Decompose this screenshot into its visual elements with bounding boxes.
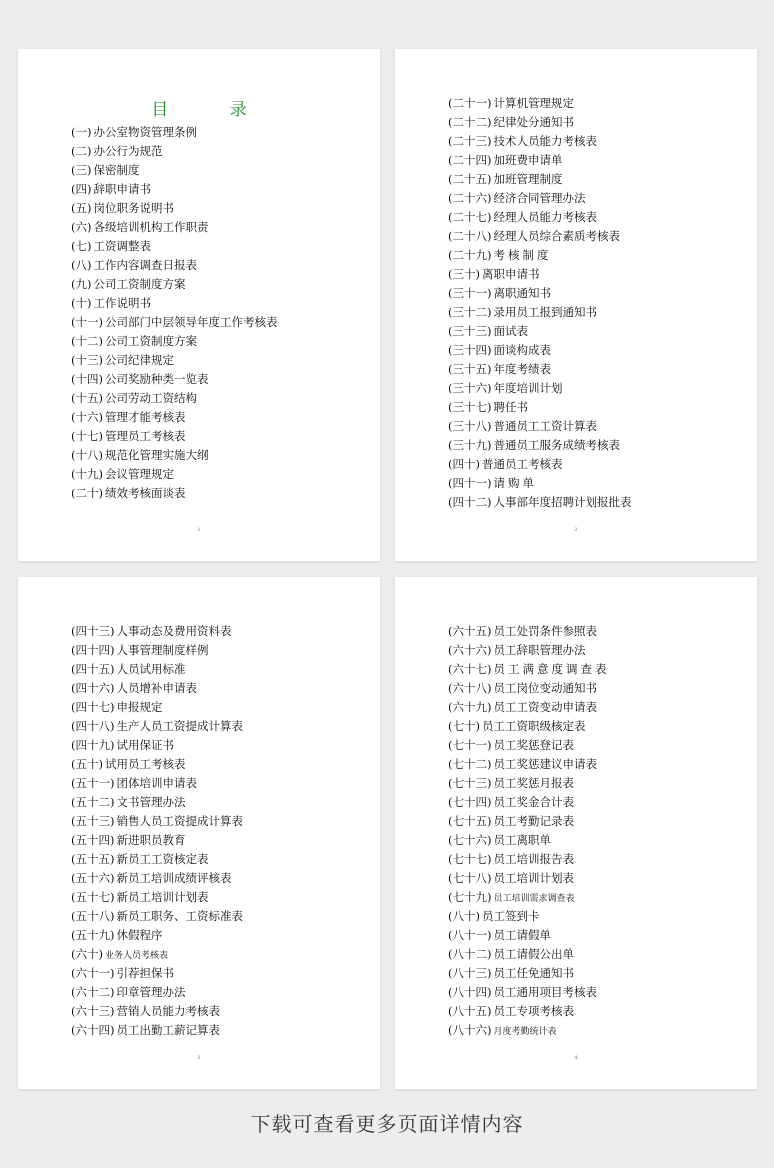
toc-entry (448, 303, 631, 322)
toc-entry-title: 规范化管理实施大纲 (104, 448, 209, 462)
toc-entry-number: (三十九) (448, 438, 492, 452)
toc-entry-title: 文书管理办法 (116, 795, 186, 809)
toc-entry-number: (七十八) (448, 871, 492, 885)
toc-entry-number: (十三) (71, 353, 103, 367)
toc-entry-title: 员工考勤记录表 (493, 814, 574, 828)
toc-entry-number: (三十五) (448, 362, 492, 376)
toc-entry (71, 964, 243, 983)
toc-entry-number: (十二) (71, 334, 103, 348)
toc-entry-number: (四十八) (71, 719, 115, 733)
toc-entry (448, 322, 631, 341)
toc-entry-number: (十九) (71, 467, 103, 481)
toc-entry-number: (二十) (71, 486, 103, 500)
toc-entry (71, 218, 277, 237)
toc-entry-number: (二十四) (448, 153, 492, 167)
toc-entry (448, 227, 631, 246)
toc-entry (448, 850, 609, 869)
toc-entry-number: (六十一) (71, 966, 115, 980)
toc-entry (71, 755, 243, 774)
toc-entry (71, 945, 243, 964)
toc-entry (71, 161, 277, 180)
toc-entry-number: (七十三) (448, 776, 492, 790)
toc-entry-number: (五十七) (71, 890, 115, 904)
toc-entry-title: 员工奖惩登记表 (493, 738, 574, 752)
toc-entry-number: (七十五) (448, 814, 492, 828)
toc-entry-number: (六十五) (448, 624, 492, 638)
toc-entry-number: (二) (71, 144, 92, 158)
toc-entry-title: 绩效考核面谈表 (104, 486, 186, 500)
toc-entry (71, 142, 277, 161)
toc-entry-number: (四十二) (448, 495, 492, 509)
toc-entry (448, 265, 631, 284)
document-page-3 (18, 577, 380, 1089)
toc-entry-number: (五十) (71, 757, 103, 771)
toc-entry-title: 经理人员能力考核表 (493, 210, 597, 224)
toc-entry-title: 印章管理办法 (116, 985, 186, 999)
toc-entry (71, 199, 277, 218)
toc-entry (448, 474, 631, 493)
toc-entry-title: 工作内容调查日报表 (93, 258, 197, 272)
toc-entry-title: 员工专项考核表 (493, 1004, 574, 1018)
toc-entry-number: (八十二) (448, 947, 492, 961)
toc-entry (448, 398, 631, 417)
toc-entry-number: (三十二) (448, 305, 492, 319)
toc-entry-title: 办公室物资管理条例 (93, 125, 197, 139)
toc-entry-title: 经济合同管理办法 (493, 191, 586, 205)
toc-entry-number: (十一) (71, 315, 103, 329)
toc-entry (448, 755, 609, 774)
toc-entry (71, 465, 277, 484)
toc-entry-title: 普通员工服务成绩考核表 (493, 438, 620, 452)
toc-entry-number: (五十八) (71, 909, 115, 923)
toc-entry-title: 月度考勤统计表 (493, 1027, 557, 1037)
toc-entry (448, 417, 631, 436)
toc-entry-title: 员工工资变动申请表 (493, 700, 597, 714)
toc-entry-number: (二十三) (448, 134, 492, 148)
toc-entry-number: (八十六) (448, 1023, 492, 1037)
toc-entry (71, 679, 243, 698)
toc-entry-title: 各级培训机构工作职责 (93, 220, 209, 234)
toc-entry-number: (二十八) (448, 229, 492, 243)
toc-entry (448, 189, 631, 208)
toc-entry-title: 员工离职单 (493, 833, 551, 847)
toc-entry-number: (五十一) (71, 776, 115, 790)
toc-entry-title: 年度培训计划 (493, 381, 563, 395)
toc-entry-title: 工作说明书 (93, 296, 151, 310)
toc-entry-number: (六十八) (448, 681, 492, 695)
toc-entry-title: 试用员工考核表 (104, 757, 186, 771)
toc-entry (71, 351, 277, 370)
toc-entry-title: 普通员工工资计算表 (493, 419, 597, 433)
toc-entry-title: 面谈构成表 (493, 343, 551, 357)
toc-entry (71, 427, 277, 446)
toc-entry-title: 团体培训申请表 (116, 776, 197, 790)
toc-entry (448, 436, 631, 455)
toc-entry (448, 113, 631, 132)
toc-entry-title: 离职申请书 (481, 267, 540, 281)
toc-entry-title: 管理才能考核表 (104, 410, 186, 424)
toc-entry-title: 休假程序 (116, 928, 163, 942)
toc-entry-title: 员工培训报告表 (493, 852, 574, 866)
toc-entry-number: (四十一) (448, 476, 492, 490)
toc-entry-number: (五十六) (71, 871, 115, 885)
toc-entry (448, 246, 631, 265)
toc-list (71, 622, 243, 1040)
toc-entry (71, 408, 277, 427)
toc-entry-number: (三十六) (448, 381, 492, 395)
toc-entry-number: (六十二) (71, 985, 115, 999)
toc-entry (448, 812, 609, 831)
toc-entry-title: 年度考绩表 (493, 362, 551, 376)
toc-entry (448, 1002, 609, 1021)
toc-entry (448, 151, 631, 170)
toc-entry-number: (五十五) (71, 852, 115, 866)
toc-entry-number: (二十六) (448, 191, 492, 205)
toc-entry-title: 聘任书 (493, 400, 528, 414)
toc-entry-title: 岗位职务说明书 (93, 201, 174, 215)
toc-entry (448, 869, 609, 888)
toc-entry (71, 370, 277, 389)
toc-entry-title: 新员工培训计划表 (116, 890, 209, 904)
toc-entry-number: (五) (71, 201, 92, 215)
toc-entry (448, 926, 609, 945)
toc-entry (448, 660, 609, 679)
toc-entry-title: 人员试用标准 (116, 662, 186, 676)
toc-entry (71, 256, 277, 275)
toc-entry-title: 员工工资职级核定表 (481, 719, 586, 733)
toc-entry-number: (四十五) (71, 662, 115, 676)
toc-entry (71, 793, 243, 812)
toc-entry-title: 试用保证书 (116, 738, 174, 752)
toc-entry-number: (三十一) (448, 286, 492, 300)
toc-entry-number: (六十) (71, 947, 103, 961)
toc-entry-title: 新员工培训成绩评核表 (116, 871, 232, 885)
toc-entry-title: 新员工工资核定表 (116, 852, 209, 866)
toc-entry (448, 831, 609, 850)
toc-entry-title: 公司部门中层领导年度工作考核表 (104, 315, 278, 329)
toc-entry-number: (七) (71, 239, 92, 253)
toc-entry-number: (二十一) (448, 96, 492, 110)
toc-entry-title: 员工培训计划表 (493, 871, 574, 885)
toc-entry-title: 加班管理制度 (493, 172, 563, 186)
toc-title: 目 录 (151, 100, 275, 120)
toc-entry-number: (二十五) (448, 172, 492, 186)
toc-entry-number: (六) (71, 220, 92, 234)
toc-entry-number: (八十五) (448, 1004, 492, 1018)
toc-entry (448, 679, 609, 698)
toc-entry (71, 389, 277, 408)
document-page-2 (395, 49, 757, 561)
toc-entry-title: 员工出勤工薪记算表 (116, 1023, 220, 1037)
toc-entry (448, 622, 609, 641)
toc-entry-number: (八十) (448, 909, 480, 923)
toc-entry-number: (八十一) (448, 928, 492, 942)
toc-entry-title: 纪律处分通知书 (493, 115, 574, 129)
toc-entry (448, 907, 609, 926)
toc-entry-number: (十六) (71, 410, 103, 424)
toc-list (448, 94, 631, 512)
toc-entry-number: (四十) (448, 457, 480, 471)
toc-entry (448, 170, 631, 189)
toc-entry (71, 983, 243, 1002)
toc-entry-title: 工资调整表 (93, 239, 151, 253)
toc-entry (71, 926, 243, 945)
toc-entry-number: (六十六) (448, 643, 492, 657)
toc-entry (71, 622, 243, 641)
toc-entry-title: 公司劳动工资结构 (104, 391, 197, 405)
toc-entry-title: 申报规定 (116, 700, 163, 714)
toc-entry (448, 379, 631, 398)
toc-entry-number: (三十八) (448, 419, 492, 433)
toc-entry-title: 保密制度 (93, 163, 140, 177)
toc-entry (448, 94, 631, 113)
toc-entry (448, 641, 609, 660)
toc-entry-title: 员工任免通知书 (493, 966, 574, 980)
toc-entry (71, 275, 277, 294)
toc-entry-title: 公司工资制度方案 (104, 334, 197, 348)
toc-entry-number: (四十四) (71, 643, 115, 657)
toc-list (71, 123, 277, 503)
toc-entry-number: (七十九) (448, 890, 492, 904)
toc-entry-title: 员工通用项目考核表 (493, 985, 597, 999)
toc-entry-number: (十) (71, 296, 92, 310)
toc-entry (448, 717, 609, 736)
toc-entry-number: (三十七) (448, 400, 492, 414)
toc-entry-number: (五十二) (71, 795, 115, 809)
toc-entry-title: 销售人员工资提成计算表 (116, 814, 243, 828)
toc-entry (448, 493, 631, 512)
toc-entry (448, 964, 609, 983)
toc-entry-title: 员工处罚条件参照表 (493, 624, 597, 638)
toc-entry-title: 员工奖金合计表 (493, 795, 574, 809)
toc-entry-title: 引荐担保书 (116, 966, 174, 980)
toc-entry (71, 237, 277, 256)
page-number: 2 (574, 527, 578, 533)
toc-entry-title: 生产人员工资提成计算表 (116, 719, 243, 733)
toc-entry (71, 850, 243, 869)
toc-entry (448, 793, 609, 812)
toc-entry-title: 管理员工考核表 (104, 429, 186, 443)
document-page-1 (18, 49, 380, 561)
toc-entry-title: 人员增补申请表 (116, 681, 197, 695)
toc-entry-title: 加班费申请单 (493, 153, 563, 167)
toc-entry (71, 812, 243, 831)
toc-entry-title: 新员工职务、工资标准表 (116, 909, 243, 923)
toc-entry-title: 普通员工考核表 (481, 457, 563, 471)
page-number: 3 (197, 1055, 201, 1061)
toc-entry-number: (四) (71, 182, 92, 196)
toc-entry-title: 技术人员能力考核表 (493, 134, 597, 148)
toc-entry (71, 641, 243, 660)
toc-entry-number: (十五) (71, 391, 103, 405)
toc-entry (71, 869, 243, 888)
toc-entry (448, 341, 631, 360)
toc-entry (71, 313, 277, 332)
toc-entry (448, 945, 609, 964)
toc-entry-title: 公司工资制度方案 (93, 277, 186, 291)
toc-entry (71, 698, 243, 717)
toc-entry-number: (五十三) (71, 814, 115, 828)
toc-entry-number: (七十一) (448, 738, 492, 752)
toc-entry-title: 员工岗位变动通知书 (493, 681, 597, 695)
toc-entry-number: (十四) (71, 372, 103, 386)
toc-entry-number: (三十四) (448, 343, 492, 357)
toc-entry (448, 455, 631, 474)
toc-entry (71, 736, 243, 755)
toc-entry-number: (三十三) (448, 324, 492, 338)
toc-entry (71, 446, 277, 465)
toc-entry-title: 员工培训需求调查表 (493, 894, 575, 904)
toc-entry-number: (十七) (71, 429, 103, 443)
toc-entry-number: (四十六) (71, 681, 115, 695)
toc-entry (71, 888, 243, 907)
toc-entry (71, 660, 243, 679)
toc-entry-title: 员工奖惩建议申请表 (493, 757, 597, 771)
toc-entry (71, 123, 277, 142)
toc-entry-title: 计算机管理规定 (493, 96, 574, 110)
toc-entry-number: (八十四) (448, 985, 492, 999)
toc-entry-title: 公司奖励种类一览表 (104, 372, 209, 386)
toc-entry-number: (一) (71, 125, 92, 139)
toc-entry (71, 484, 277, 503)
toc-entry-title: 辞职申请书 (93, 182, 151, 196)
toc-entry-title: 会议管理规定 (104, 467, 174, 481)
toc-entry (71, 180, 277, 199)
toc-entry-title: 新进职员教育 (116, 833, 186, 847)
toc-entry (448, 1021, 609, 1040)
toc-entry (448, 284, 631, 303)
document-page-4 (395, 577, 757, 1089)
toc-entry-title: 员工辞职管理办法 (493, 643, 586, 657)
toc-entry (448, 888, 609, 907)
toc-entry-number: (六十四) (71, 1023, 115, 1037)
download-caption: 下载可查看更多页面详情内容 (250, 1112, 524, 1136)
toc-entry (448, 736, 609, 755)
toc-entry-title: 员工请假公出单 (493, 947, 574, 961)
toc-entry-title: 考核制度 (493, 248, 552, 262)
toc-entry-number: (六十七) (448, 662, 492, 676)
toc-entry (71, 332, 277, 351)
toc-entry-number: (二十九) (448, 248, 492, 262)
toc-entry-number: (四十七) (71, 700, 115, 714)
toc-entry-number: (五十四) (71, 833, 115, 847)
toc-entry-number: (七十六) (448, 833, 492, 847)
toc-entry-title: 人事管理制度样例 (116, 643, 209, 657)
toc-entry-title: 经理人员综合素质考核表 (493, 229, 620, 243)
toc-entry-number: (七十二) (448, 757, 492, 771)
toc-entry-title: 员工奖惩月报表 (493, 776, 574, 790)
toc-entry (71, 774, 243, 793)
toc-entry-title: 公司纪律规定 (104, 353, 174, 367)
toc-entry-number: (三十) (448, 267, 480, 281)
toc-entry-number: (四十九) (71, 738, 115, 752)
toc-entry-number: (二十二) (448, 115, 492, 129)
toc-entry (448, 698, 609, 717)
toc-entry (448, 983, 609, 1002)
page-number: 4 (574, 1055, 578, 1061)
toc-entry (448, 774, 609, 793)
toc-entry-title: 离职通知书 (493, 286, 551, 300)
toc-entry-number: (六十九) (448, 700, 492, 714)
toc-entry-number: (九) (71, 277, 92, 291)
toc-entry-number: (四十三) (71, 624, 115, 638)
page-number: 1 (197, 527, 201, 533)
toc-entry-title: 请购单 (493, 476, 537, 490)
toc-entry-title: 员工请假单 (493, 928, 551, 942)
toc-entry-title: 人事动态及费用资料表 (116, 624, 232, 638)
toc-entry (448, 360, 631, 379)
toc-entry-number: (八十三) (448, 966, 492, 980)
toc-entry-title: 员工签到卡 (481, 909, 540, 923)
toc-entry-number: (八) (71, 258, 92, 272)
toc-entry (71, 907, 243, 926)
toc-entry-title: 人事部年度招聘计划报批表 (493, 495, 632, 509)
toc-entry-title: 业务人员考核表 (104, 951, 168, 961)
toc-entry-number: (五十九) (71, 928, 115, 942)
toc-entry (448, 208, 631, 227)
toc-entry (71, 1002, 243, 1021)
toc-entry-title: 面试表 (493, 324, 528, 338)
toc-entry (71, 717, 243, 736)
toc-list (448, 622, 609, 1040)
toc-entry-title: 营销人员能力考核表 (116, 1004, 220, 1018)
toc-entry-number: (十八) (71, 448, 103, 462)
toc-entry-number: (七十四) (448, 795, 492, 809)
toc-entry (71, 294, 277, 313)
toc-entry (71, 831, 243, 850)
toc-entry-title: 员工满意度调查表 (493, 662, 610, 676)
toc-entry-number: (七十) (448, 719, 480, 733)
toc-entry (71, 1021, 243, 1040)
toc-entry-title: 录用员工报到通知书 (493, 305, 597, 319)
toc-entry (448, 132, 631, 151)
toc-entry-number: (二十七) (448, 210, 492, 224)
toc-entry-number: (七十七) (448, 852, 492, 866)
toc-entry-number: (六十三) (71, 1004, 115, 1018)
toc-entry-number: (三) (71, 163, 92, 177)
toc-entry-title: 办公行为规范 (93, 144, 163, 158)
